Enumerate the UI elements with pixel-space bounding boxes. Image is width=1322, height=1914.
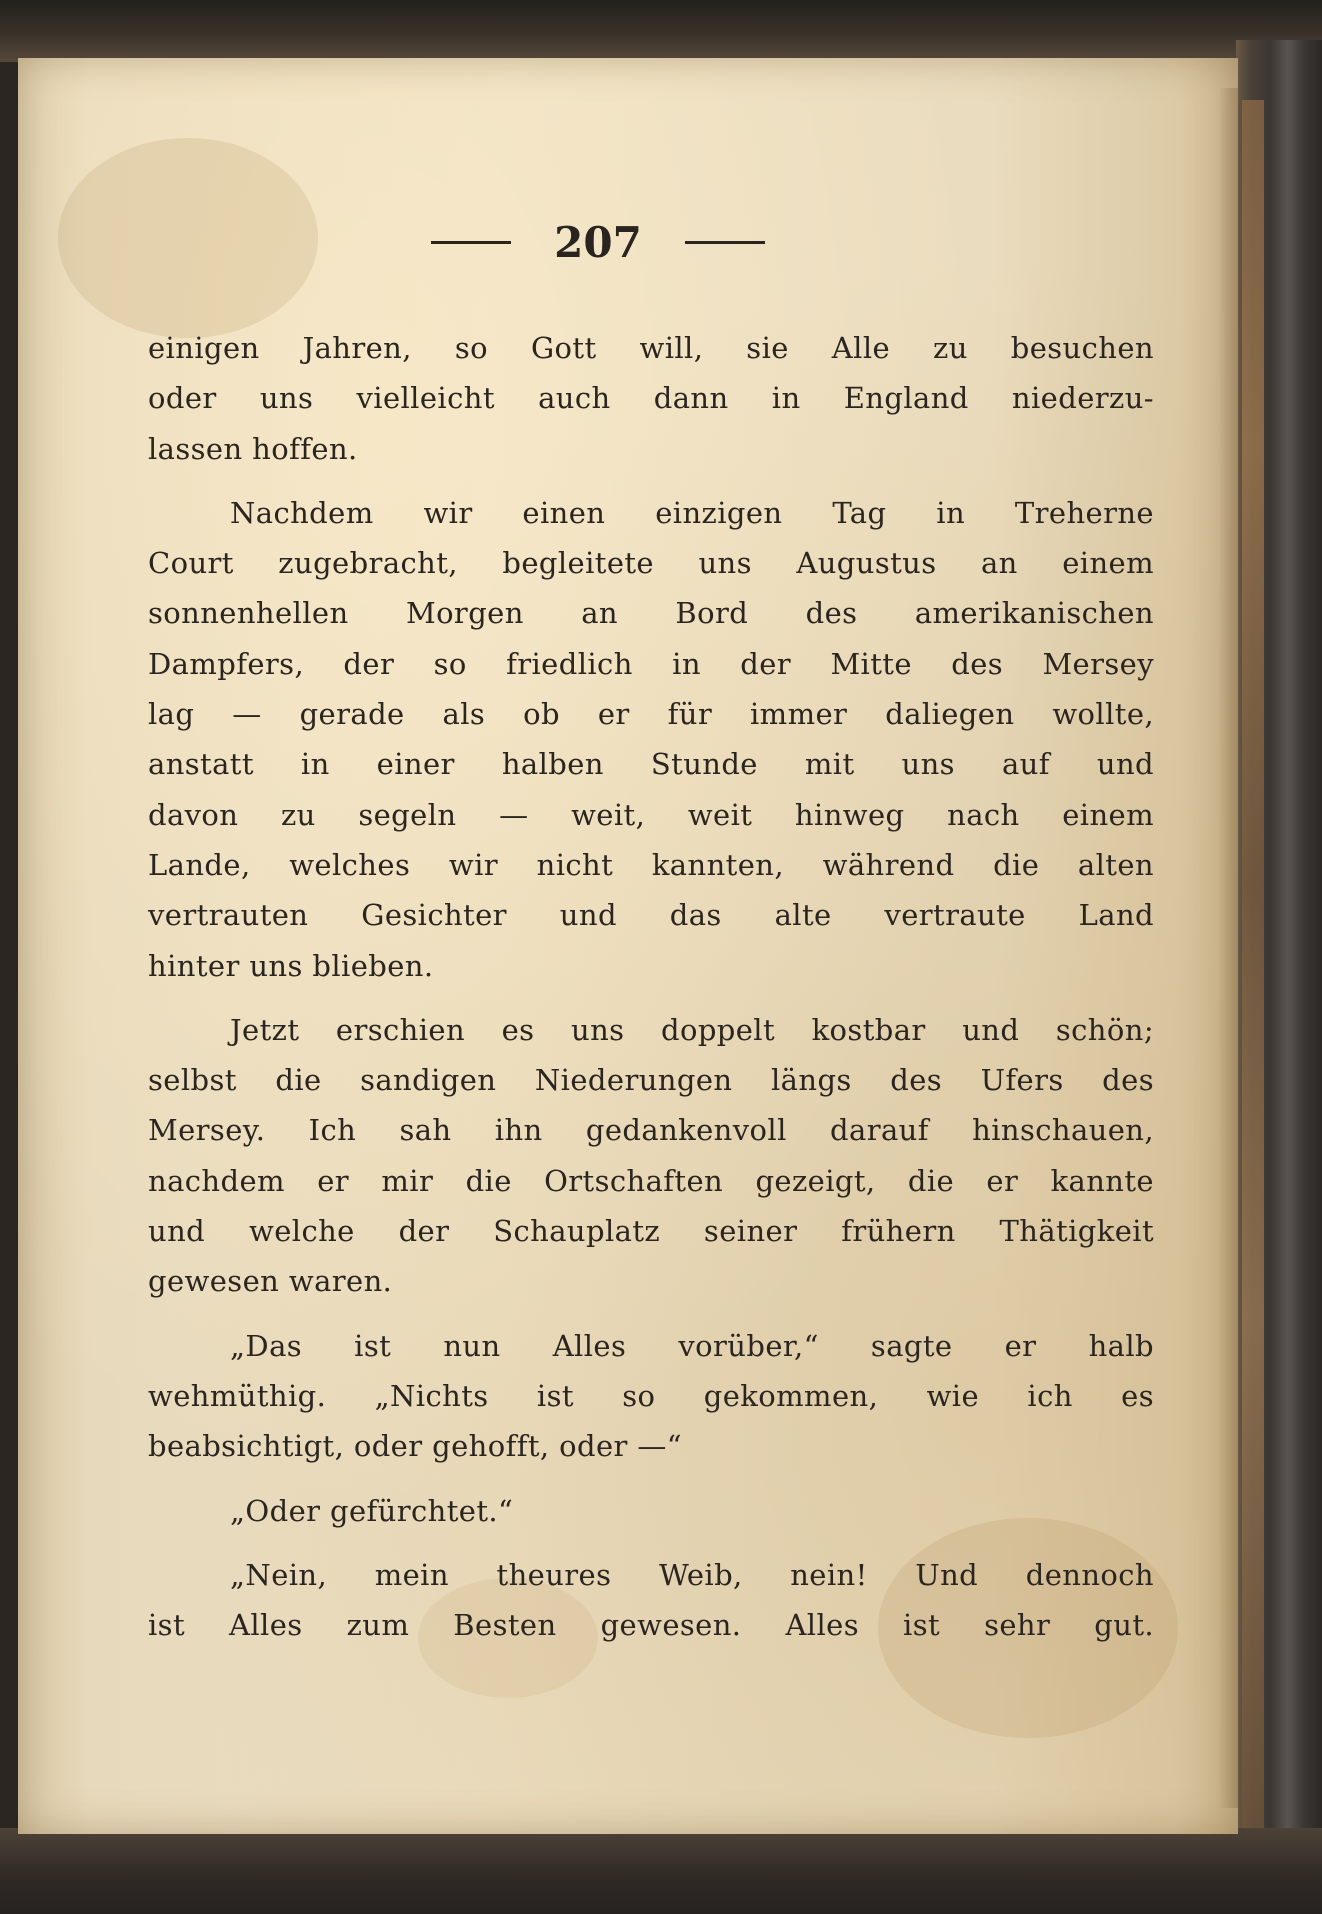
text-line: wehmüthig. „Nichts ist so gekommen, wie ich es (148, 1378, 1154, 1413)
text-line: beabsichtigt, oder gehofft, oder —“ (148, 1429, 683, 1464)
header-rule-right (685, 241, 765, 244)
text-line: hinter uns blieben. (148, 948, 434, 983)
book-bottom-edge (0, 1828, 1322, 1914)
text-line: einigen Jahren, so Gott will, sie Alle zu besuchen (148, 331, 1154, 365)
text-line: Mersey. Ich sah ihn gedankenvoll darauf hinschauen, (148, 1113, 1154, 1148)
text-line: vertrauten Gesichter und das alte vertraute Land (148, 898, 1154, 933)
page-edge-shadow (1218, 88, 1238, 1808)
paragraph (148, 1005, 1154, 1307)
text-line: sonnenhellen Morgen an Bord des amerikanischen (148, 596, 1154, 631)
book-top-edge (0, 0, 1322, 62)
text-line: gewesen waren. (148, 1264, 393, 1299)
paragraph (148, 1550, 1154, 1651)
text-line: Court zugebracht, begleitete uns Augustus an einem (148, 546, 1154, 581)
text-line: lassen hoffen. (148, 431, 358, 466)
text-line: und welche der Schauplatz seiner frühern Thätigkeit (148, 1214, 1154, 1249)
text-line: Jetzt erschien es uns doppelt kostbar und schön; (230, 1012, 1154, 1047)
body-text (148, 323, 1154, 1650)
text-line: ist Alles zum Besten gewesen. Alles ist sehr gut. (148, 1608, 1154, 1643)
text-line: selbst die sandigen Niederungen längs des Ufers des (148, 1063, 1154, 1098)
paragraph (148, 1321, 1154, 1472)
text-line: anstatt in einer halben Stunde mit uns auf und (148, 747, 1154, 782)
text-line: nachdem er mir die Ortschaften gezeigt, die er kannte (148, 1163, 1154, 1198)
text-line: oder uns vielleicht auch dann in England niederzu- (148, 381, 1154, 416)
book-page (18, 58, 1238, 1834)
paragraph (148, 1486, 1154, 1536)
text-line: „Das ist nun Alles vorüber,“ sagte er halb (230, 1328, 1154, 1363)
page-header (18, 218, 1178, 278)
paragraph (148, 488, 1154, 991)
text-line: lag — gerade als ob er für immer daliegen wollte, (148, 697, 1154, 732)
text-line: Dampfers, der so friedlich in der Mitte des Mersey (148, 646, 1154, 681)
page-number: 207 (554, 218, 642, 267)
text-line: „Nein, mein theures Weib, nein! Und dennoch (230, 1557, 1154, 1592)
paragraph (148, 323, 1154, 474)
text-line: davon zu segeln — weit, weit hinweg nach einem (148, 797, 1154, 832)
book-binding (1236, 40, 1322, 1914)
header-rule-left (431, 241, 511, 244)
text-line: „Oder gefürchtet.“ (230, 1493, 514, 1528)
text-line: Lande, welches wir nicht kannten, während die alten (148, 847, 1154, 882)
text-line: Nachdem wir einen einzigen Tag in Treherne (230, 495, 1154, 530)
